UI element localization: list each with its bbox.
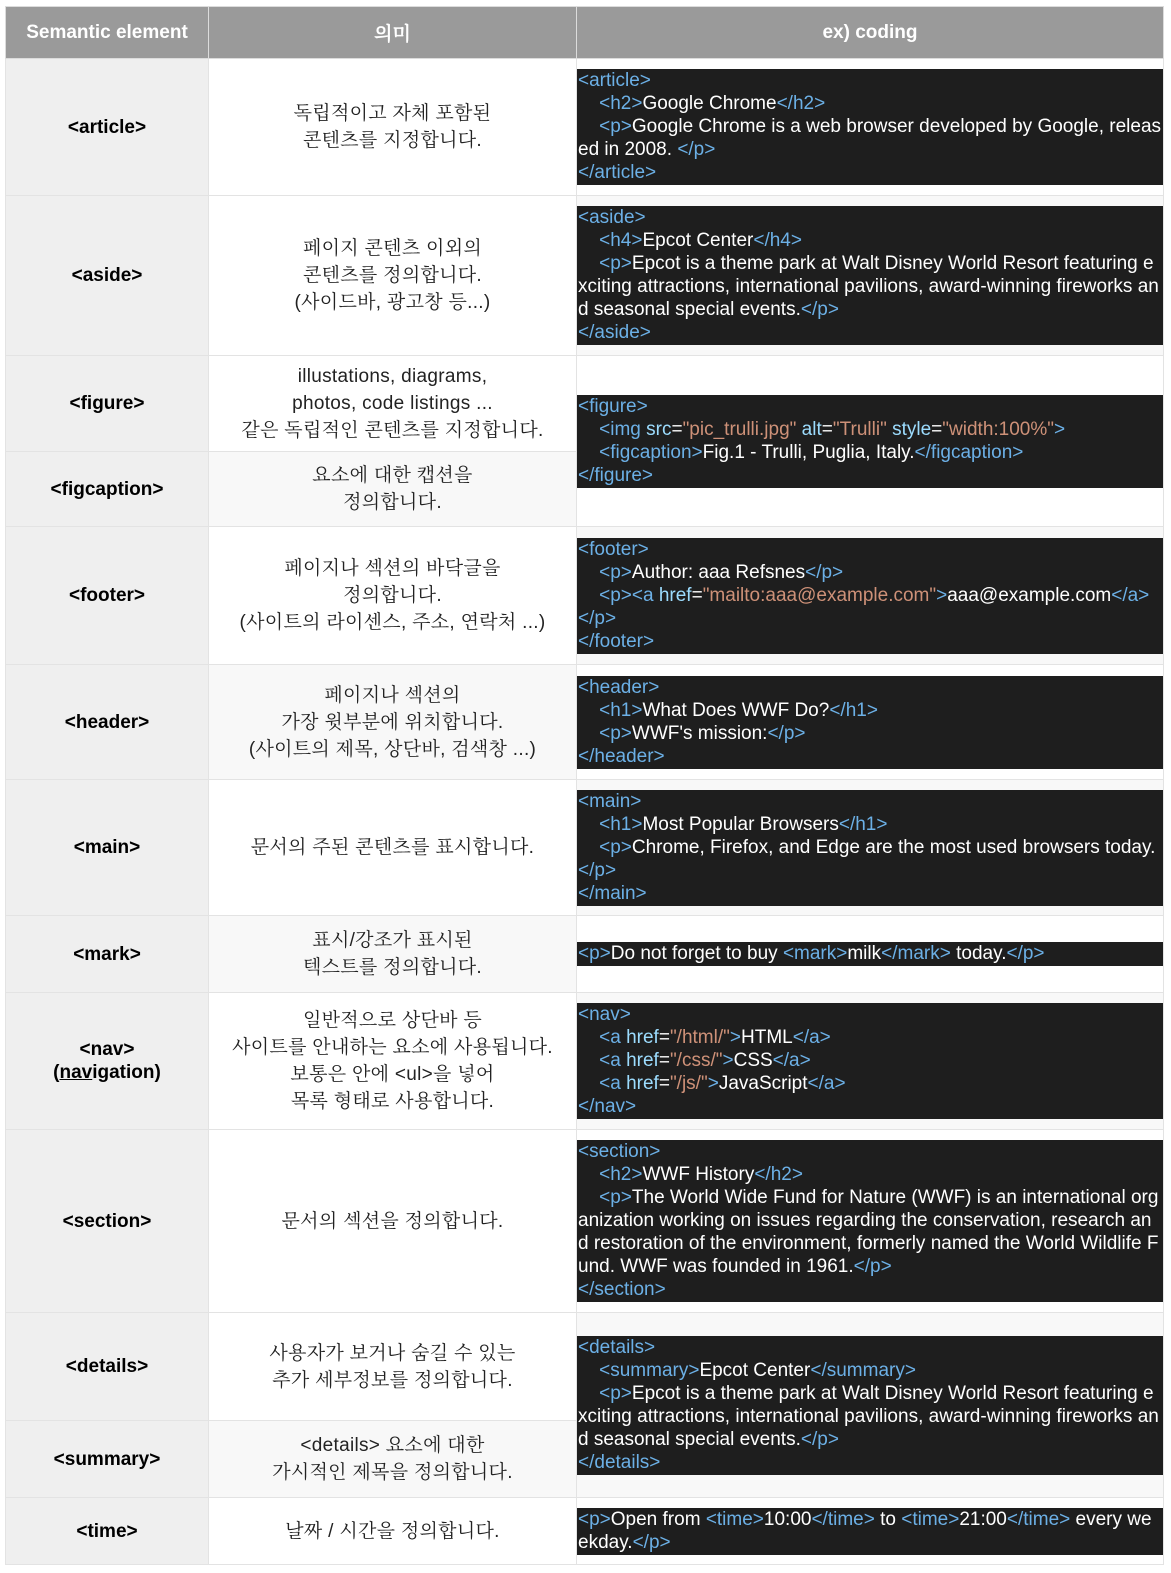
code-text: = <box>931 418 943 440</box>
table-row <box>6 356 1164 452</box>
code-text: aaa@example.com <box>947 584 1112 606</box>
code-text <box>578 1050 599 1071</box>
code-tag: <main> <box>578 790 642 812</box>
code-tag: </p> <box>767 722 806 744</box>
code-tag: <p> <box>599 1187 632 1208</box>
code-tag: > <box>722 1050 734 1071</box>
code-cell <box>577 356 1164 527</box>
column-header-meaning: 의미 <box>209 7 577 59</box>
column-header-element: Semantic element <box>6 7 209 59</box>
code-text: = <box>691 584 703 606</box>
code-tag: </h2> <box>776 93 826 114</box>
code-text: every weekday. <box>578 1508 1152 1553</box>
element-name: <section> <box>6 1130 209 1313</box>
code-attribute: style <box>892 418 932 440</box>
element-meaning: 요소에 대한 캡션을 정의합니다. <box>209 452 577 527</box>
code-text <box>578 723 599 744</box>
code-text: Fig.1 - Trulli, Puglia, Italy. <box>702 441 915 463</box>
code-tag: <h1> <box>599 699 643 721</box>
code-text <box>578 442 599 463</box>
code-tag: <h4> <box>599 230 643 251</box>
code-cell <box>577 993 1164 1130</box>
code-tag: <time> <box>901 1508 960 1530</box>
code-text <box>578 93 599 114</box>
element-name: <article> <box>6 59 209 196</box>
code-text: Do not forget to buy <box>610 943 783 964</box>
code-tag: <figure> <box>578 395 648 417</box>
code-example-section <box>577 1140 1163 1302</box>
code-text <box>578 1360 599 1381</box>
code-tag: > <box>707 1073 719 1094</box>
code-text: Open from <box>610 1508 706 1530</box>
code-attribute: href <box>658 584 692 606</box>
code-text: WWF's mission: <box>631 722 768 744</box>
code-string: "/js/" <box>669 1073 708 1094</box>
code-text: CSS <box>733 1050 773 1071</box>
code-tag: </figure> <box>578 464 653 486</box>
code-attribute: href <box>626 1073 659 1094</box>
code-tag: </a> <box>772 1050 811 1071</box>
element-name: <footer> <box>6 527 209 665</box>
code-cell <box>577 59 1164 196</box>
code-tag: <article> <box>578 70 651 91</box>
code-tag: </p> <box>853 1256 892 1277</box>
code-text: 10:00 <box>763 1508 812 1530</box>
code-tag: <h1> <box>599 813 643 835</box>
code-cell <box>577 1498 1164 1565</box>
code-tag: > <box>936 584 948 606</box>
code-text <box>578 1187 599 1208</box>
code-string: "/css/" <box>669 1050 723 1071</box>
code-cell <box>577 1313 1164 1498</box>
code-attribute: href <box>626 1050 659 1071</box>
code-tag: </p> <box>1006 943 1045 964</box>
element-name: <time> <box>6 1498 209 1565</box>
code-tag: </footer> <box>578 630 655 652</box>
element-meaning: 페이지나 섹션의 바닥글을 정의합니다. (사이트의 라이센스, 주소, 연락처 ...) <box>209 527 577 665</box>
code-tag: <h2> <box>599 1164 643 1185</box>
code-text <box>578 1164 599 1185</box>
table-row <box>6 993 1164 1130</box>
code-tag: <header> <box>578 676 660 698</box>
code-tag: <section> <box>578 1141 661 1162</box>
code-cell <box>577 780 1164 916</box>
column-header-coding: ex) coding <box>577 7 1164 59</box>
code-attribute: src <box>646 418 672 440</box>
code-tag: </p> <box>800 1428 839 1450</box>
code-text <box>578 1073 599 1094</box>
code-tag: </header> <box>578 745 665 767</box>
code-cell <box>577 916 1164 993</box>
code-text: today. <box>950 943 1007 964</box>
code-tag: </h2> <box>754 1164 803 1185</box>
element-name: <main> <box>6 780 209 916</box>
code-tag: <a <box>599 1050 627 1071</box>
code-text: Google Chrome is a web browser developed by Google, released in 2008. <box>578 116 1162 160</box>
code-tag: </a></p> <box>578 584 1150 629</box>
code-tag: <a <box>599 1027 627 1048</box>
code-text <box>578 837 599 858</box>
code-attribute: alt <box>801 418 822 440</box>
code-tag: <aside> <box>578 207 646 228</box>
code-text <box>578 419 599 440</box>
code-tag: <figcaption> <box>599 441 703 463</box>
element-name: <details> <box>6 1313 209 1421</box>
code-cell <box>577 196 1164 356</box>
code-tag: </main> <box>578 882 647 904</box>
table-row <box>6 1130 1164 1313</box>
table-row <box>6 1313 1164 1421</box>
code-attribute: href <box>626 1027 659 1048</box>
code-tag: <a <box>599 1073 627 1094</box>
code-tag: </details> <box>578 1451 661 1473</box>
code-tag: <h2> <box>599 93 643 114</box>
code-text <box>578 253 599 274</box>
code-tag: <footer> <box>578 538 649 560</box>
element-meaning: 페이지 콘텐츠 이외의 콘텐츠를 정의합니다. (사이드바, 광고창 등...) <box>209 196 577 356</box>
code-tag: <img <box>599 418 647 440</box>
code-tag: </p> <box>805 561 844 583</box>
code-tag: </figcaption> <box>914 441 1024 463</box>
code-cell <box>577 527 1164 665</box>
code-text: Author: aaa Refsnes <box>631 561 806 583</box>
code-example-main <box>577 790 1163 906</box>
table-row <box>6 59 1164 196</box>
code-tag: <p> <box>599 836 632 858</box>
code-string: "mailto:aaa@example.com" <box>702 584 937 606</box>
element-meaning: 표시/강조가 표시된 텍스트를 정의합니다. <box>209 916 577 993</box>
table-row <box>6 780 1164 916</box>
code-example-time <box>577 1508 1163 1555</box>
code-text <box>578 116 599 137</box>
code-text: Epcot is a theme park at Walt Disney World Resort featuring exciting attractions, international pavilions, award-winning fireworks and seasonal special events. <box>578 1382 1159 1450</box>
element-meaning: 문서의 섹션을 정의합니다. <box>209 1130 577 1313</box>
code-text <box>578 1027 599 1048</box>
code-tag: </time> <box>1006 1508 1071 1530</box>
code-string: "width:100%" <box>942 418 1054 440</box>
code-text: = <box>658 1073 670 1094</box>
code-tag: </section> <box>578 1279 666 1300</box>
semantic-elements-table <box>5 6 1164 1565</box>
code-text: Epcot is a theme park at Walt Disney World Resort featuring exciting attractions, international pavilions, award-winning fireworks and seasonal special events. <box>578 253 1159 320</box>
table-row <box>6 1498 1164 1565</box>
code-text: What Does WWF Do? <box>642 699 830 721</box>
code-text: Epcot Center <box>699 1359 811 1381</box>
code-tag: <summary> <box>599 1359 700 1381</box>
element-name-nav-underline: nav <box>59 1062 93 1083</box>
code-tag: <p> <box>599 116 632 137</box>
code-text: to <box>874 1508 902 1530</box>
code-text: = <box>658 1027 670 1048</box>
code-text <box>578 814 599 835</box>
code-example-aside <box>577 206 1163 345</box>
code-tag: <p> <box>578 943 611 964</box>
code-tag: <nav> <box>578 1004 631 1025</box>
code-example-mark <box>577 942 1163 966</box>
element-meaning: 문서의 주된 콘텐츠를 표시합니다. <box>209 780 577 916</box>
code-text: = <box>821 418 833 440</box>
code-text: WWF History <box>642 1164 755 1185</box>
code-text: = <box>671 418 683 440</box>
code-tag: </p> <box>677 139 716 160</box>
element-name: <aside> <box>6 196 209 356</box>
code-tag: </summary> <box>810 1359 916 1381</box>
code-tag: </a> <box>807 1073 846 1094</box>
code-text: HTML <box>741 1027 793 1048</box>
element-meaning: 페이지나 섹션의 가장 윗부분에 위치합니다. (사이트의 제목, 상단바, 검색창 ...) <box>209 665 577 780</box>
code-cell <box>577 1130 1164 1313</box>
code-text: JavaScript <box>718 1073 808 1094</box>
code-text: Most Popular Browsers <box>642 813 839 835</box>
element-name-nav: <nav> <box>79 1039 135 1060</box>
code-tag: <p> <box>599 1382 632 1404</box>
element-meaning: 날짜 / 시간을 정의합니다. <box>209 1498 577 1565</box>
code-text: milk <box>847 943 882 964</box>
code-tag: <p> <box>599 722 632 744</box>
element-name: <figcaption> <box>6 452 209 527</box>
table-row <box>6 527 1164 665</box>
code-text: Epcot Center <box>642 230 754 251</box>
code-tag: </nav> <box>578 1096 637 1117</box>
element-meaning: 독립적이고 자체 포함된 콘텐츠를 지정합니다. <box>209 59 577 196</box>
element-name: <mark> <box>6 916 209 993</box>
code-tag: > <box>1054 418 1066 440</box>
table-row <box>6 916 1164 993</box>
code-text: Chrome, Firefox, and Edge are the most used browsers today. <box>631 836 1156 858</box>
code-text <box>578 1383 599 1404</box>
code-text <box>578 230 599 251</box>
code-tag: <p><a <box>599 584 659 606</box>
code-tag: </h1> <box>838 813 888 835</box>
code-tag: </mark> <box>881 943 951 964</box>
code-tag: </article> <box>578 162 657 183</box>
element-name: <figure> <box>6 356 209 452</box>
code-text <box>578 562 599 583</box>
code-tag: <time> <box>705 1508 764 1530</box>
element-meaning: 일반적으로 상단바 등 사이트를 안내하는 요소에 사용됩니다. 보통은 안에 <ul>을 넣어 목록 형태로 사용합니다. <box>209 993 577 1130</box>
code-text <box>578 585 599 606</box>
element-meaning: <details> 요소에 대한 가시적인 제목을 정의합니다. <box>209 1421 577 1498</box>
code-tag: </a> <box>792 1027 831 1048</box>
code-tag: </time> <box>811 1508 875 1530</box>
code-string: "pic_trulli.jpg" <box>682 418 797 440</box>
element-name: <summary> <box>6 1421 209 1498</box>
code-text: 21:00 <box>959 1508 1007 1530</box>
code-tag: </p> <box>632 1531 671 1553</box>
code-string: "/html/" <box>669 1027 730 1048</box>
table-header-row <box>6 7 1164 59</box>
code-text: = <box>658 1050 670 1071</box>
code-example-footer <box>577 538 1163 654</box>
element-name: <nav> (navigation) <box>6 993 209 1130</box>
element-name: <header> <box>6 665 209 780</box>
code-tag: <details> <box>578 1336 656 1358</box>
code-text: The World Wide Fund for Nature (WWF) is an international organization working on issues regarding the conservation, research and restoration of the environment, formerly named the World Wildlife Fund. WWF was founded in 1961. <box>578 1187 1159 1277</box>
table-row <box>6 665 1164 780</box>
element-meaning: illustations, diagrams, photos, code listings ... 같은 독립적인 콘텐츠를 지정합니다. <box>209 356 577 452</box>
element-name-nav-rest: igation) <box>92 1062 161 1083</box>
code-cell <box>577 665 1164 780</box>
code-tag: </h1> <box>829 699 878 721</box>
code-example-article <box>577 69 1163 185</box>
code-example-header <box>577 676 1163 769</box>
table-row <box>6 196 1164 356</box>
code-string: "Trulli" <box>832 418 887 440</box>
code-example-figure <box>577 395 1163 488</box>
code-text: Google Chrome <box>642 93 777 114</box>
code-tag: <p> <box>599 561 632 583</box>
code-tag: <mark> <box>782 943 848 964</box>
code-tag: </aside> <box>578 322 651 343</box>
element-meaning: 사용자가 보거나 숨길 수 있는 추가 세부정보를 정의합니다. <box>209 1313 577 1421</box>
code-tag: </h4> <box>753 230 802 251</box>
code-text <box>578 700 599 721</box>
code-tag: </p> <box>800 299 839 320</box>
code-tag: <p> <box>599 253 632 274</box>
code-tag: > <box>729 1027 741 1048</box>
code-tag: <p> <box>578 1508 611 1530</box>
code-tag: </p> <box>578 859 617 881</box>
code-example-nav <box>577 1003 1163 1119</box>
code-example-details <box>577 1336 1163 1475</box>
